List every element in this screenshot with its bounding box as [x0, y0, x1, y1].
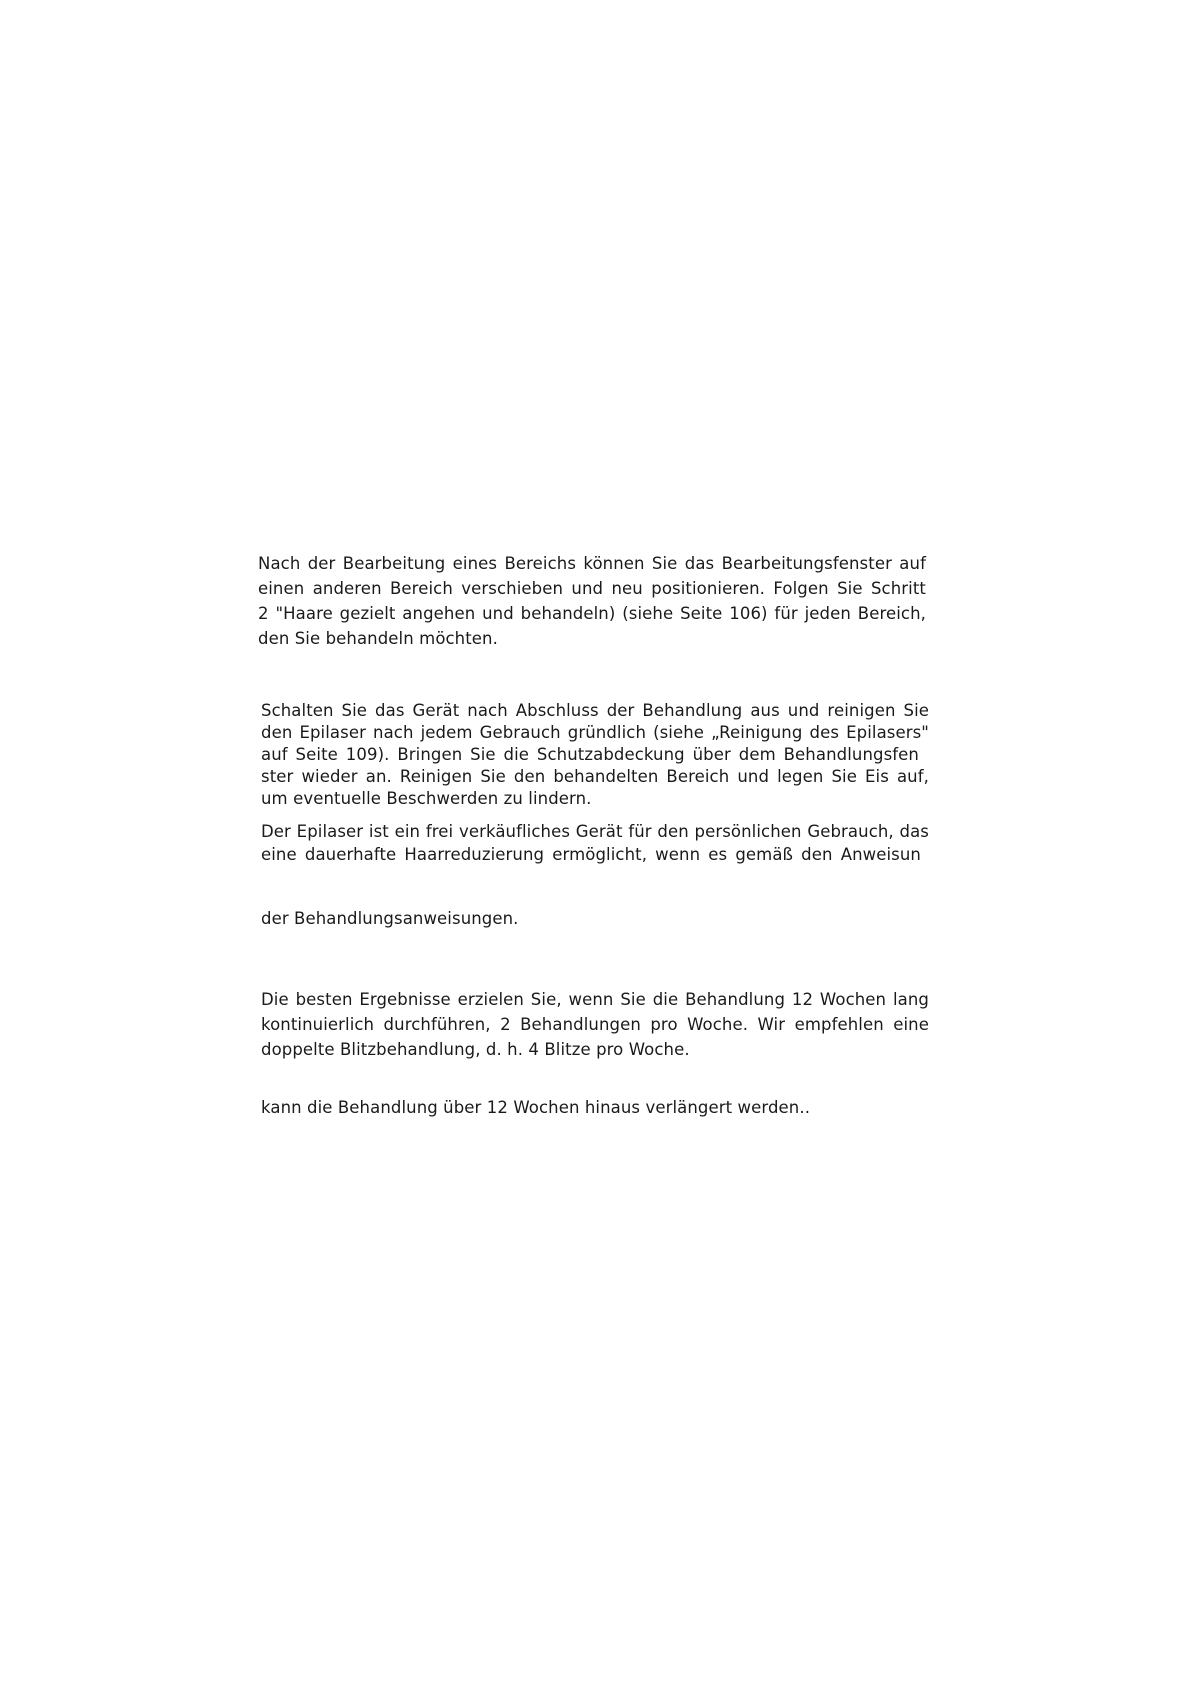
- text-line: um eventuelle Beschwerden zu lindern.: [261, 789, 592, 808]
- text-line: den Sie behandeln möchten.: [258, 629, 498, 648]
- text-line: Der Epilaser ist ein frei verkäufliches Gerät für den persönlichen Gebrauch, das: [261, 822, 929, 841]
- text-line: den Epilaser nach jedem Gebrauch gründlich (siehe „Reinigung des Epilasers": [261, 723, 929, 742]
- text-line: der Behandlungsanweisungen.: [261, 909, 519, 928]
- text-line: ster wieder an. Reinigen Sie den behandelten Bereich und legen Sie Eis auf,: [261, 767, 929, 786]
- text-line: Die besten Ergebnisse erzielen Sie, wenn Sie die Behandlung 12 Wochen lang: [261, 990, 929, 1009]
- text-line: doppelte Blitzbehandlung, d. h. 4 Blitze pro Woche.: [261, 1040, 690, 1059]
- text-line: kann die Behandlung über 12 Wochen hinaus verlängert werden..: [261, 1098, 811, 1117]
- text-line: eine dauerhafte Haarreduzierung ermöglicht, wenn es gemäß den Anweisun: [261, 845, 921, 864]
- text-line: kontinuierlich durchführen, 2 Behandlungen pro Woche. Wir empfehlen eine: [261, 1015, 929, 1034]
- text-line: einen anderen Bereich verschieben und neu positionieren. Folgen Sie Schritt: [258, 579, 926, 598]
- text-line: 2 "Haare gezielt angehen und behandeln) (siehe Seite 106) für jeden Bereich,: [258, 604, 926, 623]
- text-line: Nach der Bearbeitung eines Bereichs können Sie das Bearbeitungsfenster auf: [258, 554, 926, 573]
- text-line: Schalten Sie das Gerät nach Abschluss der Behandlung aus und reinigen Sie: [261, 701, 929, 720]
- text-line: auf Seite 109). Bringen Sie die Schutzabdeckung über dem Behandlungsfen: [261, 745, 919, 764]
